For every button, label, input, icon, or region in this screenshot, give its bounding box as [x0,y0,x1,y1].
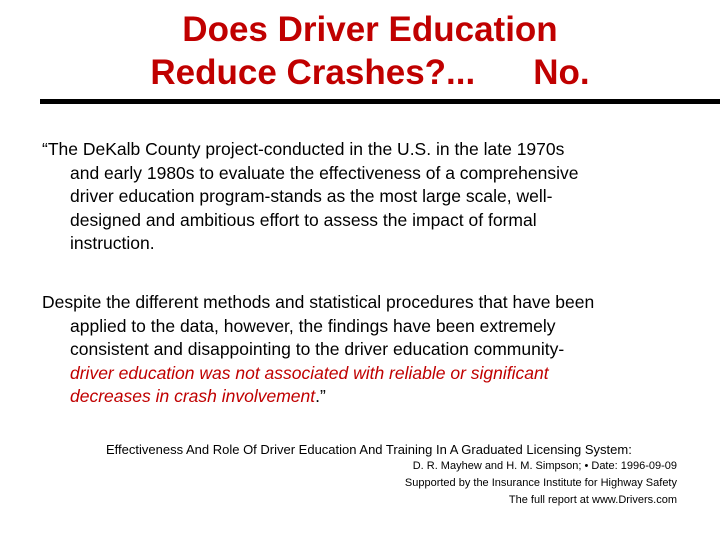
title-answer: No. [533,53,590,92]
quote-line: driver education program-stands as the most large scale, well- [70,186,553,206]
citation-title: Effectiveness And Role Of Driver Education And Training In A Graduated Licensing System: [106,442,632,457]
title-line-2 [60,51,680,94]
quote-line: applied to the data, however, the findings have been extremely [70,315,556,336]
quote-paragraph-1 [42,138,702,256]
quote-emphasis-line: driver education was not associated with reliable or significant [70,362,549,383]
quote-line: designed and ambitious effort to assess the impact of formal [70,209,537,230]
title-line-1: Does Driver Education [182,10,558,49]
quote-line: and early 1980s to evaluate the effectiveness of a comprehensive [70,162,579,183]
citation-authors: D. R. Mayhew and H. M. Simpson; • Date: 1996-09-09 [412,460,677,472]
quote-final-line [42,385,702,409]
quote-line: consistent and disappointing to the driver education community- [70,339,565,359]
citation-link[interactable]: The full report at www.Drivers.com [508,494,677,506]
quote-emphasis-end: decreases in crash involvement [70,386,316,406]
title-divider [40,99,720,104]
title-question: Reduce Crashes?... [150,53,476,92]
quote-close: .” [315,386,326,406]
slide-title [60,8,680,94]
quote-paragraph-2 [42,291,702,409]
quote-line: “The DeKalb County project-conducted in the U.S. in the late 1970s [42,139,565,159]
citation-details [277,458,677,509]
citation-support: Supported by the Insurance Institute for Highway Safety [404,477,677,489]
quote-line: instruction. [70,233,155,253]
quote-line: Despite the different methods and statistical procedures that have been [42,292,595,312]
